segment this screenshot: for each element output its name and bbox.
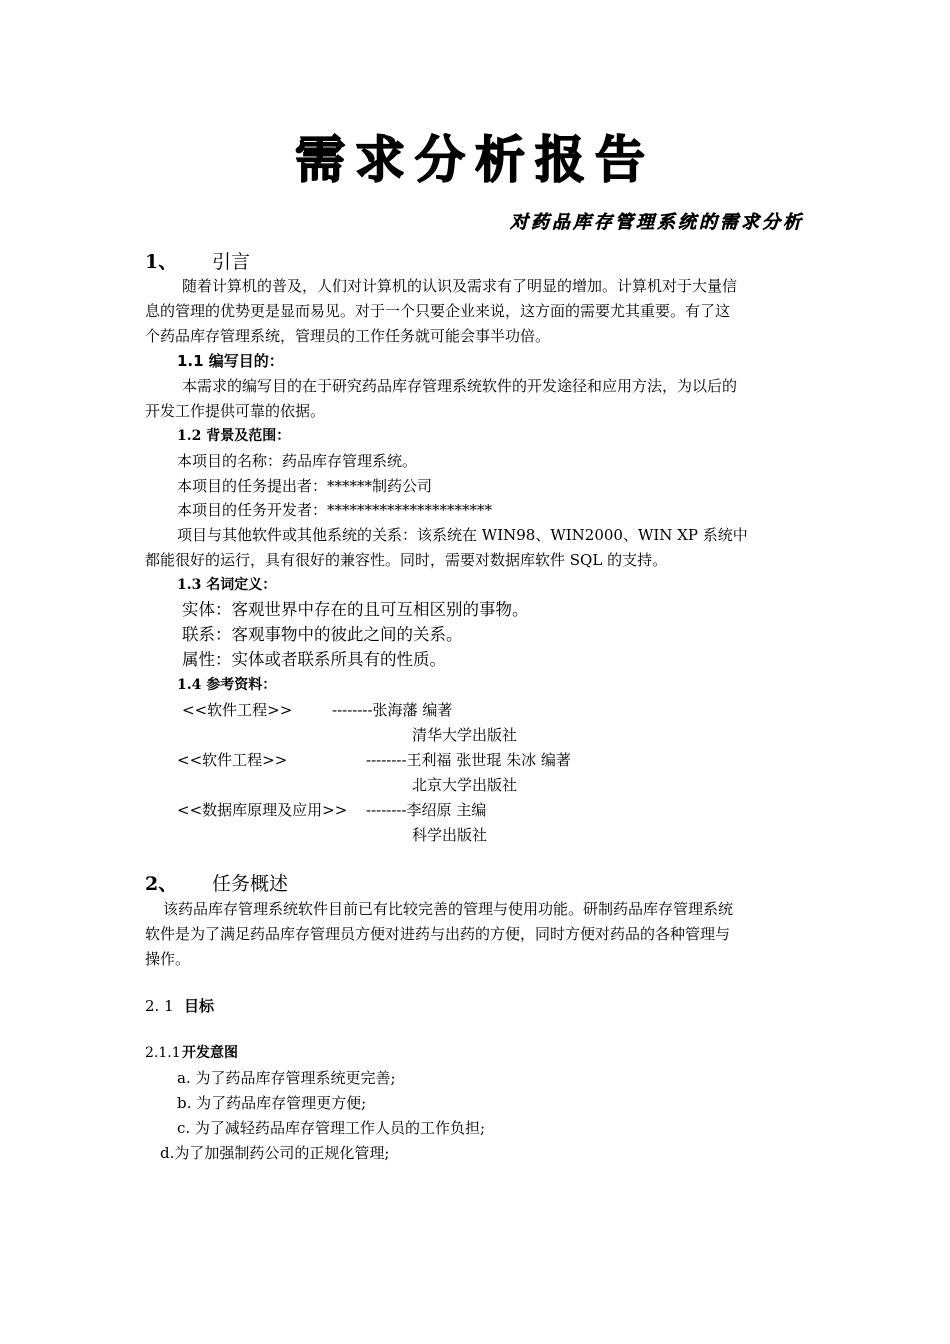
- reference-publisher: 北京大学出版社: [412, 776, 518, 794]
- document-title: 需求分析报告: [295, 130, 655, 189]
- overview-paragraph-line: 该药品库存管理系统软件目前已有比较完善的管理与使用功能。研制药品库存管理系统: [163, 900, 734, 918]
- goal-item: c. 为了减轻药品库存管理工作人员的工作负担;: [177, 1119, 485, 1137]
- definition-relation: 联系：客观事物中的彼此之间的关系。: [182, 625, 463, 644]
- reference-author: --------李绍原 主编: [366, 801, 487, 819]
- section-2-1-number: 2. 1: [145, 997, 174, 1015]
- goal-item: b. 为了药品库存管理更方便;: [177, 1094, 367, 1112]
- section-1-4-title: 1.4 参考资料：: [177, 677, 277, 693]
- section-2-1-title: 目标: [184, 997, 215, 1015]
- project-proposer-line: 本项目的任务提出者：******制药公司: [177, 477, 433, 495]
- section-1-1-title: 1.1 编写目的：: [177, 352, 284, 370]
- overview-paragraph-line: 软件是为了满足药品库存管理员方便对进药与出药的方便，同时方便对药品的各种管理与: [145, 925, 731, 943]
- document-subtitle: 对药品库存管理系统的需求分析: [510, 212, 804, 233]
- definition-attribute: 属性：实体或者联系所具有的性质。: [182, 650, 446, 669]
- reference-publisher: 清华大学出版社: [412, 726, 518, 744]
- project-name-line: 本项目的名称：药品库存管理系统。: [177, 452, 418, 470]
- section-1-2-title: 1.2 背景及范围：: [177, 428, 291, 444]
- purpose-paragraph-line: 开发工作提供可靠的依据。: [145, 402, 326, 420]
- section-1-number: 1、: [145, 251, 178, 273]
- relation-paragraph-line: 项目与其他软件或其他系统的关系：该系统在 WIN98、WIN2000、WIN XP 系统中: [177, 526, 748, 544]
- section-2-1-1-title: 开发意图: [182, 1045, 238, 1061]
- reference-publisher: 科学出版社: [412, 826, 488, 844]
- intro-paragraph-line: 个药品库存管理系统，管理员的工作任务就可能会事半功倍。: [145, 327, 551, 345]
- definition-entity: 实体：客观世界中存在的且可互相区别的事物。: [182, 600, 529, 619]
- reference-book: <<软件工程>>: [177, 751, 288, 769]
- reference-author: --------张海藩 编著: [332, 701, 453, 719]
- section-2-number: 2、: [145, 873, 178, 895]
- purpose-paragraph-line: 本需求的编写目的在于研究药品库存管理系统软件的开发途径和应用方法，为以后的: [182, 377, 738, 395]
- reference-book: <<数据库原理及应用>>: [177, 801, 348, 819]
- section-2-1-1-number: 2.1.1: [145, 1045, 181, 1061]
- reference-author: --------王利福 张世琨 朱冰 编著: [366, 751, 571, 769]
- goal-item: a. 为了药品库存管理系统更完善;: [177, 1069, 396, 1087]
- intro-paragraph-line: 息的管理的优势更是显而易见。对于一个只要企业来说，这方面的需要尤其重要。有了这: [145, 302, 731, 320]
- section-1-3-title: 1.3 名词定义：: [177, 577, 277, 593]
- section-2-heading: 任务概述: [212, 873, 289, 895]
- reference-book: <<软件工程>>: [182, 701, 293, 719]
- overview-paragraph-line: 操作。: [145, 950, 191, 968]
- goal-item: d.为了加强制药公司的正规化管理;: [160, 1144, 390, 1162]
- project-developer-line: 本项目的任务开发者：**********************: [177, 501, 493, 519]
- relation-paragraph-line: 都能很好的运行，具有很好的兼容性。同时，需要对数据库软件 SQL 的支持。: [145, 551, 668, 569]
- section-1-heading: 引言: [212, 251, 251, 273]
- intro-paragraph-line: 随着计算机的普及，人们对计算机的认识及需求有了明显的增加。计算机对于大量信: [182, 277, 738, 295]
